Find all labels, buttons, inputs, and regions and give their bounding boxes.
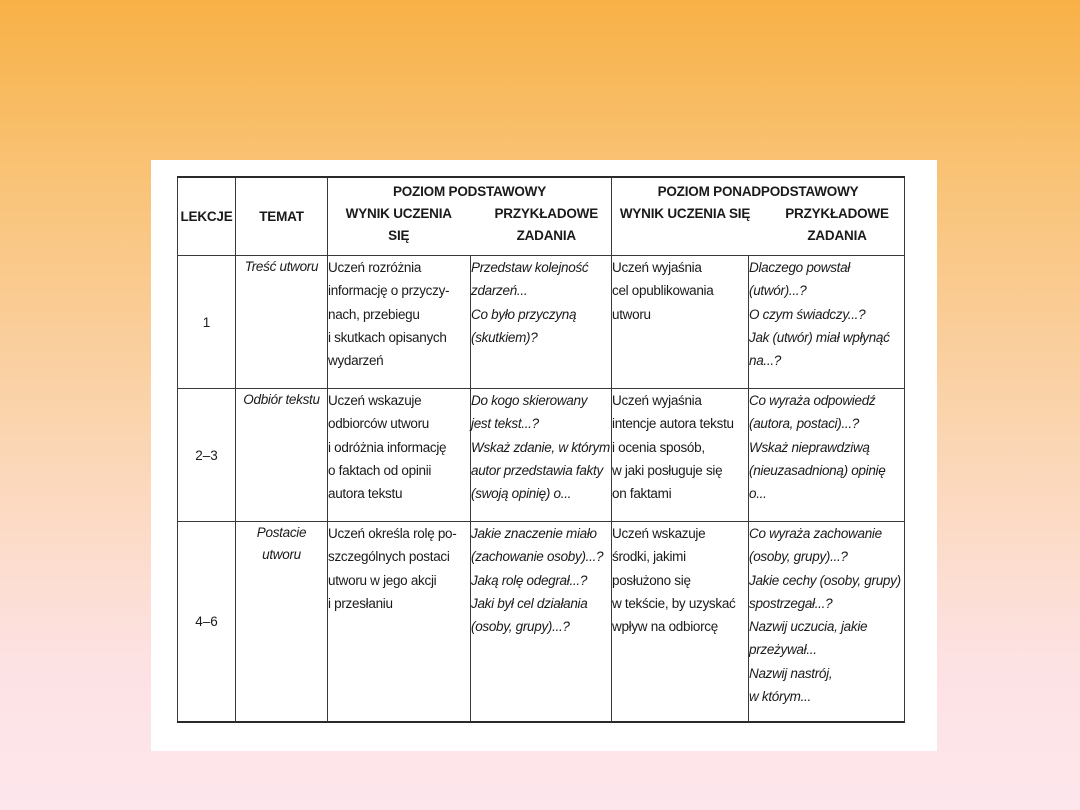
header-basic-tasks-line1: PRZYKŁADOWE xyxy=(494,206,599,221)
cell-advanced-tasks-line: w którym... xyxy=(749,689,811,705)
cell-basic-outcome-line: Uczeń określa rolę po- xyxy=(328,526,457,541)
cell-advanced-tasks xyxy=(749,389,905,522)
cell-basic-outcome-line: szczególnych postaci xyxy=(328,549,450,565)
table-body xyxy=(178,256,905,722)
cell-advanced-tasks-line: (osoby, grupy)...? xyxy=(749,549,848,565)
cell-advanced-tasks-line: Nazwij uczucia, jakie xyxy=(749,619,868,635)
cell-advanced-outcome-line: w jaki posługuje się xyxy=(612,462,723,478)
cell-basic-tasks-line: (osoby, grupy)...? xyxy=(471,619,570,635)
cell-advanced-tasks-line: Jakie cechy (osoby, grupy) xyxy=(749,572,901,588)
cell-advanced-outcome-line: wpływ na odbiorcę xyxy=(612,619,718,635)
cell-advanced-outcome-line: Uczeń wskazuje xyxy=(612,526,706,541)
header-advanced-title: POZIOM PONADPODSTAWOWY xyxy=(657,184,859,199)
cell-basic-tasks-line: Jakie znaczenie miało xyxy=(471,526,597,541)
cell-advanced-tasks-line: przeżywał... xyxy=(749,642,817,658)
cell-advanced-tasks-line: Nazwij nastrój, xyxy=(749,665,833,681)
cell-basic-outcome-line: i skutkach opisanych xyxy=(328,329,447,345)
cell-basic-tasks xyxy=(471,522,612,722)
cell-advanced-outcome-line: Uczeń wyjaśnia xyxy=(612,393,702,408)
table-header-row xyxy=(178,177,905,256)
header-advanced-tasks-line2: ZADANIA xyxy=(807,228,867,243)
cell-topic xyxy=(236,522,328,722)
header-lesson: LEKCJE xyxy=(178,177,236,256)
cell-advanced-tasks-line: Co wyraża zachowanie xyxy=(749,526,882,541)
cell-basic-tasks-line: Do kogo skierowany xyxy=(471,393,588,408)
cell-advanced-tasks-line: (utwór)...? xyxy=(749,283,807,299)
header-basic-outcome: WYNIK UCZENIA SIĘ xyxy=(345,206,452,243)
cell-basic-outcome xyxy=(328,256,471,389)
cell-advanced-tasks-line: o... xyxy=(749,486,767,502)
table-row xyxy=(178,256,905,389)
table-row xyxy=(178,522,905,722)
header-advanced-level xyxy=(612,177,905,256)
header-advanced-tasks-line1: PRZYKŁADOWE xyxy=(785,206,889,221)
cell-basic-outcome-line: Uczeń rozróżnia xyxy=(328,260,422,275)
cell-basic-outcome-line: wydarzeń xyxy=(328,353,384,369)
cell-advanced-outcome-line: w tekście, by uzyskać xyxy=(612,595,736,611)
cell-basic-tasks-line: zdarzeń... xyxy=(471,283,528,299)
table-row xyxy=(178,389,905,522)
cell-basic-outcome-line: autora tekstu xyxy=(328,486,403,502)
cell-basic-outcome xyxy=(328,389,471,522)
cell-lesson: 1 xyxy=(178,256,236,389)
header-advanced-tasks xyxy=(752,203,904,247)
cell-topic-line: utworu xyxy=(262,547,301,562)
cell-advanced-outcome-line: utworu xyxy=(612,306,651,322)
cell-advanced-outcome-line: on faktami xyxy=(612,486,672,502)
cell-advanced-tasks-line: na...? xyxy=(749,353,781,369)
cell-topic-line: Odbiór tekstu xyxy=(243,392,320,407)
cell-topic xyxy=(236,389,328,522)
header-basic-level xyxy=(328,177,612,256)
cell-advanced-outcome-line: i ocenia sposób, xyxy=(612,439,705,455)
cell-advanced-outcome-line: intencje autora tekstu xyxy=(612,416,734,432)
cell-advanced-tasks-line: (autora, postaci)...? xyxy=(749,416,860,432)
cell-advanced-tasks-line: Co wyraża odpowiedź xyxy=(749,393,876,408)
cell-basic-outcome-line: i odróżnia informację xyxy=(328,439,447,455)
cell-advanced-tasks-line: Dlaczego powstał xyxy=(749,260,851,275)
header-advanced-outcome: WYNIK UCZENIA SIĘ xyxy=(619,206,751,221)
cell-advanced-outcome-line: posłużono się xyxy=(612,572,691,588)
cell-lesson: 2–3 xyxy=(178,389,236,522)
header-topic: TEMAT xyxy=(236,177,328,256)
header-basic-title: POZIOM PODSTAWOWY xyxy=(392,184,547,199)
cell-basic-tasks-line: (skutkiem)? xyxy=(471,329,538,345)
cell-basic-tasks xyxy=(471,256,612,389)
cell-basic-outcome-line: odbiorców utworu xyxy=(328,416,430,432)
cell-basic-tasks-line: Jaki był cel działania xyxy=(471,595,588,611)
header-basic-tasks-line2: ZADANIA xyxy=(516,228,576,243)
cell-advanced-outcome-line: Uczeń wyjaśnia xyxy=(612,260,702,275)
cell-basic-tasks-line: Co było przyczyną xyxy=(471,306,577,322)
cell-advanced-tasks-line: Jak (utwór) miał wpłynąć xyxy=(749,329,890,345)
cell-topic-line: Treść utworu xyxy=(244,259,319,274)
cell-advanced-tasks xyxy=(749,522,905,722)
cell-topic xyxy=(236,256,328,389)
cell-basic-tasks-line: autor przedstawia fakty xyxy=(471,462,603,478)
cell-basic-outcome-line: nach, przebiegu xyxy=(328,306,420,322)
lesson-plan-table xyxy=(177,176,905,723)
cell-advanced-tasks-line: O czym świadczy...? xyxy=(749,306,866,322)
header-basic-tasks xyxy=(464,203,612,247)
cell-basic-outcome-line: utworu w jego akcji xyxy=(328,572,437,588)
cell-basic-outcome-line: informację o przyczy- xyxy=(328,283,450,299)
cell-advanced-tasks-line: (nieuzasadnioną) opinię xyxy=(749,462,886,478)
cell-basic-outcome-line: o faktach od opinii xyxy=(328,462,432,478)
cell-basic-tasks-line: (zachowanie osoby)...? xyxy=(471,549,604,565)
cell-topic-line: Postacie xyxy=(256,525,307,540)
cell-basic-tasks-line: Przedstaw kolejność xyxy=(471,260,589,275)
cell-basic-tasks-line: Wskaż zdanie, w którym xyxy=(471,439,610,455)
cell-basic-tasks-line: (swoją opinię) o... xyxy=(471,486,572,502)
cell-basic-tasks xyxy=(471,389,612,522)
cell-basic-outcome-line: Uczeń wskazuje xyxy=(328,393,422,408)
cell-advanced-outcome xyxy=(612,389,749,522)
cell-advanced-outcome xyxy=(612,522,749,722)
cell-advanced-tasks-line: spostrzegał...? xyxy=(749,595,833,611)
cell-advanced-tasks xyxy=(749,256,905,389)
cell-basic-outcome-line: i przesłaniu xyxy=(328,595,393,611)
cell-basic-tasks-line: jest tekst...? xyxy=(471,416,539,432)
cell-advanced-tasks-line: Wskaż nieprawdziwą xyxy=(749,439,870,455)
cell-lesson: 4–6 xyxy=(178,522,236,722)
document-panel xyxy=(151,160,937,751)
cell-advanced-outcome xyxy=(612,256,749,389)
cell-basic-tasks-line: Jaką rolę odegrał...? xyxy=(471,572,588,588)
cell-advanced-outcome-line: cel opublikowania xyxy=(612,283,714,299)
cell-basic-outcome xyxy=(328,522,471,722)
cell-advanced-outcome-line: środki, jakimi xyxy=(612,549,686,565)
